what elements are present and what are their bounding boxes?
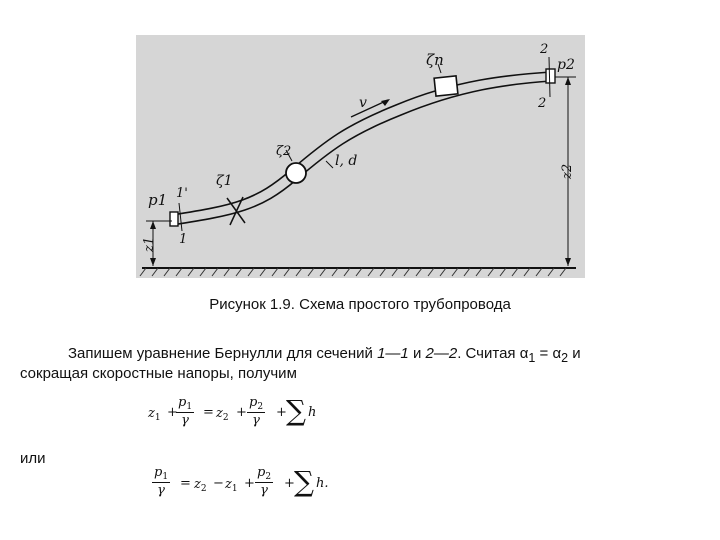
label-zeta-2: ζ2 bbox=[276, 144, 292, 159]
paragraph-text: и bbox=[568, 345, 581, 362]
label-z1-axis: z1 bbox=[142, 236, 157, 252]
eq1-z2: $z_2$ bbox=[216, 406, 229, 423]
eq2-z2: $z_2$ bbox=[194, 477, 207, 494]
eq1-equals: = bbox=[203, 405, 214, 420]
alpha-2-sub: 2 bbox=[561, 351, 569, 365]
eq1-sum-sign: ∑ bbox=[286, 394, 306, 427]
eq2-z1: $z_1$ bbox=[225, 477, 238, 494]
eq1-frac-p2-gamma: $\frac{p_2}{\gamma}$ bbox=[249, 395, 264, 428]
eq2-frac-p2-gamma: $\frac{p_2}{\gamma}$ bbox=[257, 465, 272, 498]
paragraph-line-2: сокращая скоростные напоры, получим bbox=[20, 365, 297, 382]
label-z2-axis: z2 bbox=[560, 163, 575, 179]
label-section-2-bottom: 2 bbox=[538, 96, 547, 111]
eq1-z1: $z_1$ bbox=[148, 406, 161, 423]
figure-background bbox=[136, 35, 585, 278]
eq2-plus-2: + bbox=[284, 476, 295, 491]
label-p1: p1 bbox=[148, 191, 168, 209]
label-length-diameter: l, d bbox=[335, 153, 358, 169]
eq1-plus-2: + bbox=[236, 405, 247, 420]
eq2-sum-sign: ∑ bbox=[294, 465, 314, 498]
eq1-frac-p1-gamma: $\frac{p_1}{\gamma}$ bbox=[178, 395, 193, 428]
eq2-minus: − bbox=[213, 476, 224, 491]
eq2-plus: + bbox=[244, 476, 255, 491]
label-section-2-top: 2 bbox=[540, 42, 549, 57]
label-zeta-n: ζn bbox=[426, 51, 444, 69]
paragraph-text: . Считая α bbox=[457, 345, 529, 362]
label-section-1-top: 1' bbox=[176, 186, 188, 201]
eq2-equals: = bbox=[180, 476, 191, 491]
word-or: или bbox=[20, 450, 46, 467]
pipe-outlet bbox=[546, 69, 555, 83]
eq1-plus-3: + bbox=[276, 405, 287, 420]
label-section-1-bottom: 1 bbox=[179, 232, 188, 247]
eq2-h: h. bbox=[316, 476, 329, 491]
eq1-h: h bbox=[308, 405, 317, 420]
paragraph-line-1 bbox=[68, 345, 581, 365]
section-ref-2: 2—2 bbox=[425, 345, 458, 362]
alpha-1-sub: 1 bbox=[528, 351, 536, 365]
paragraph-text: и bbox=[408, 345, 426, 362]
paragraph-text: Запишем уравнение Бернулли для сечений bbox=[68, 345, 378, 362]
pipe-inlet bbox=[170, 212, 178, 226]
label-velocity: v bbox=[359, 95, 367, 111]
paragraph-text: = α bbox=[535, 345, 562, 362]
eq1-plus: + bbox=[167, 405, 178, 420]
fitting-circle bbox=[286, 163, 306, 183]
pipeline-figure bbox=[136, 35, 585, 278]
figure-caption: Рисунок 1.9. Схема простого трубопровода bbox=[209, 296, 511, 313]
eq2-frac-p1-gamma: $\frac{p_1}{\gamma}$ bbox=[154, 465, 169, 498]
section-ref-1: 1—1 bbox=[377, 345, 409, 362]
label-p2: p2 bbox=[557, 57, 575, 73]
label-zeta-1: ζ1 bbox=[216, 173, 233, 189]
local-resistance-box bbox=[434, 76, 458, 96]
